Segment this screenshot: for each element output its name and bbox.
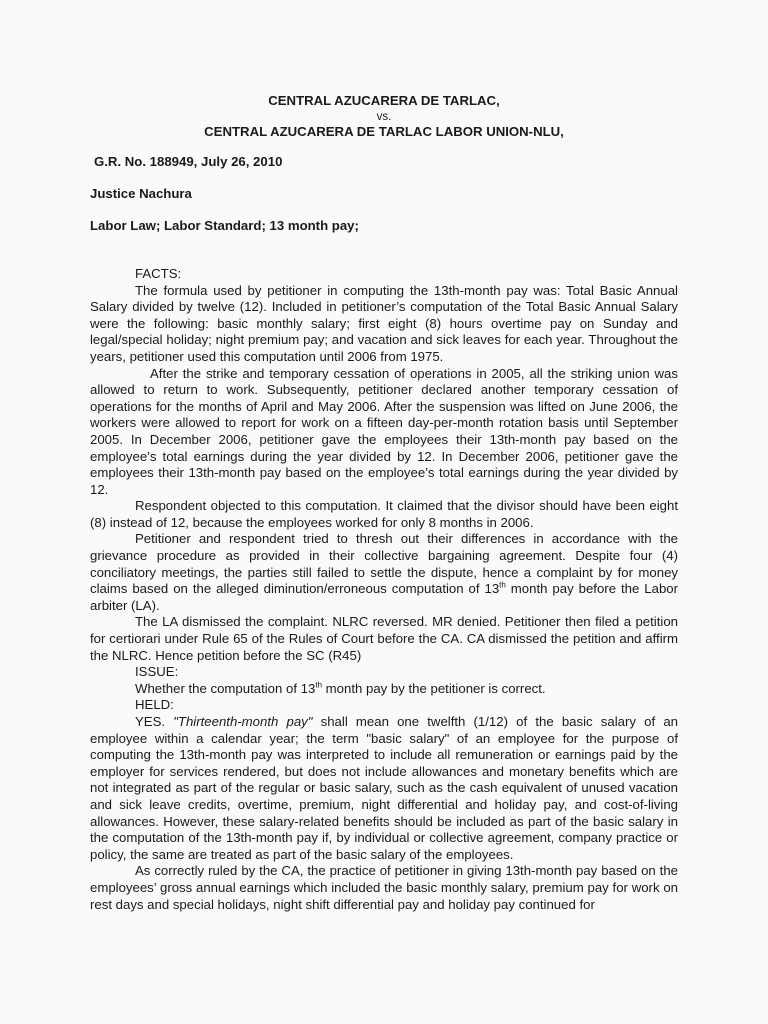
digest-content xyxy=(90,266,678,913)
held-paragraph-2: As correctly ruled by the CA, the practice of petitioner in giving 13th-month pay based on the employees’ gross annual earnings which included the basic monthly salary, premium pay for work on rest days and special holidays, night shift differential pay and holiday pay continued for xyxy=(90,863,678,912)
issue-heading: ISSUE: xyxy=(135,664,179,680)
facts-paragraph-2: After the strike and temporary cessation of operations in 2005, all the striking union was allowed to return to work. Subsequently, petitioner declared another temporary cessation of operations for the months of April and May 2006. After the suspension was lifted on June 2006, the workers were allowed to report for work on a fifteen day-per-month rotation basis until September 2005. In December 2006, petitioner gave the employees their 13th-month pay based on the employee’s total earnings during the year divided by 12. In December 2006, petitioner gave the employees their 13th-month pay based on the employee’s total earnings during the year divided by 12. xyxy=(90,365,678,497)
issue-statement xyxy=(90,681,678,698)
facts-paragraph-4 xyxy=(90,531,678,614)
case-title-petitioner: CENTRAL AZUCARERA DE TARLAC, xyxy=(268,93,500,108)
facts-paragraph-4-tail: month pay before the Labor arbiter (LA). xyxy=(90,581,679,613)
gr-number: G.R. No. 188949, July 26, 2010 xyxy=(94,154,283,170)
held-defined-term: "Thirteenth-month pay" xyxy=(173,714,313,729)
held-answer: YES. xyxy=(135,714,174,729)
facts-heading: FACTS: xyxy=(135,265,182,281)
facts-paragraph-3: Respondent objected to this computation. It claimed that the divisor should have been eight (8) instead of 12, because the employees worked for only 8 months in 2006. xyxy=(90,498,678,530)
topic-line: Labor Law; Labor Standard; 13 month pay; xyxy=(90,218,359,234)
document-body xyxy=(90,93,678,913)
ponente: Justice Nachura xyxy=(90,185,192,201)
facts-paragraph-5: The LA dismissed the complaint. NLRC reversed. MR denied. Petitioner then filed a petition for certiorari under Rule 65 of the Rules of Court before the CA. CA dismissed the petition and affirm the NLRC. Hence petition before the SC (R45) xyxy=(90,614,678,663)
facts-paragraph-1: The formula used by petitioner in computing the 13th-month pay was: Total Basic Annual Salary divided by twelve (12). Included in petitioner’s computation of the Total Basic Annual Salary were the following: basic monthly salary; first eight (8) hours overtime pay on Sunday and legal/special holiday; night premium pay; and vacation and sick leaves for each year. Throughout the years, petitioner used this computation until 2006 from 1975. xyxy=(90,282,678,364)
versus-label: vs. xyxy=(376,110,392,123)
facts-paragraph-4-text: Petitioner and respondent tried to thresh out their differences in accordance with the grievance procedure as provided in their collective bargaining agreement. Despite four (4) conciliatory meetings, the parties still failed to settle the dispute, hence a complaint by for money claims based on the alleged diminution/erroneous computation of 13 xyxy=(90,531,678,597)
case-title-respondent: CENTRAL AZUCARERA DE TARLAC LABOR UNION-NLU, xyxy=(204,123,564,139)
issue-text-tail: month pay by the petitioner is correct. xyxy=(322,680,546,696)
issue-text: Whether the computation of 13 xyxy=(135,680,316,696)
ordinal-suffix: th xyxy=(499,580,506,590)
held-paragraph-1-text: shall mean one twelfth (1/12) of the basic salary of an employee within a calendar year; the term "basic salary" of an employee for the purpose of computing the 13th-month pay was interpreted to include all remuneration or earnings paid by the employer for services rendered, but does not include allowances and monetary benefits which are not integrated as part of the regular or basic salary, such as the cash equivalent of unused vacation and sick leave credits, overtime, premium, night differential and holiday pay, and cost-of-living allowances. However, these salary-related benefits should be included as part of the basic salary in the computation of the 13th-month pay if, by individual or collective agreement, company practice or policy, the same are treated as part of the basic salary of the employees. xyxy=(90,714,678,862)
held-heading: HELD: xyxy=(135,697,174,713)
held-paragraph-1 xyxy=(90,714,678,863)
ordinal-suffix: th xyxy=(315,680,323,690)
